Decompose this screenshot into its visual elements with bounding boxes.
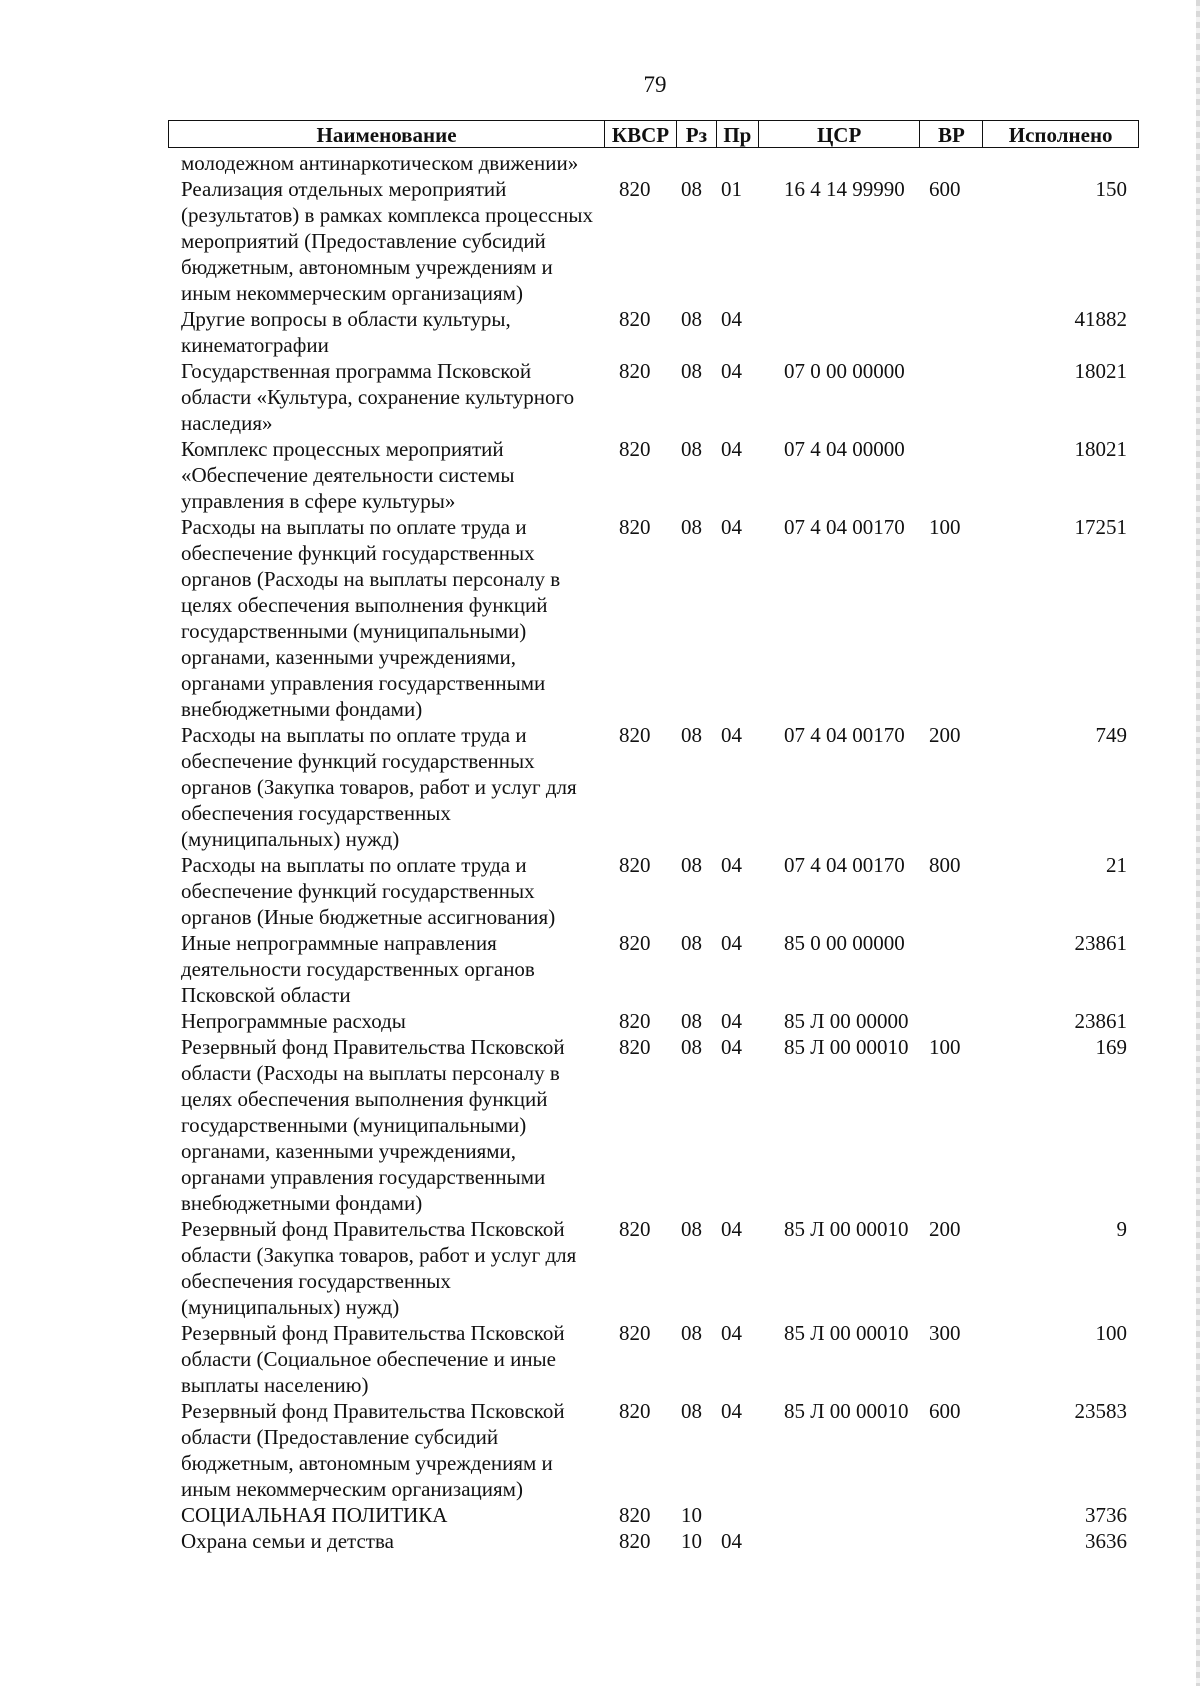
header-executed: Исполнено (1008, 123, 1113, 147)
row-pr: 04 (721, 1399, 742, 1423)
table-row (168, 150, 1139, 176)
row-kvsr: 820 (619, 723, 651, 747)
row-name: Непрограммные расходы (181, 1009, 406, 1033)
row-rz: 08 (681, 1321, 702, 1345)
row-vr (921, 1502, 984, 1528)
row-vr (921, 1008, 984, 1034)
table-row (168, 514, 1139, 722)
row-kvsr: 820 (619, 853, 651, 877)
row-pr: 04 (721, 359, 742, 383)
row-csr: 07 0 00 00000 (784, 359, 905, 383)
row-pr: 04 (721, 1217, 742, 1241)
row-vr (921, 306, 984, 358)
row-rz: 08 (681, 1009, 702, 1033)
row-executed: 23861 (1074, 1009, 1127, 1033)
header-csr: ЦСР (759, 121, 921, 147)
row-executed: 23583 (1074, 1399, 1127, 1423)
row-vr: 100 (929, 515, 961, 539)
row-executed: 169 (1095, 1035, 1127, 1059)
row-kvsr: 820 (619, 1009, 651, 1033)
row-kvsr: 820 (619, 307, 651, 331)
table-row (168, 1034, 1139, 1216)
row-kvsr: 820 (619, 177, 651, 201)
row-name: Иные непрограммные направления деятельности государственных органов Псковской области (181, 931, 535, 1007)
row-csr: 85 Л 00 00010 (784, 1035, 909, 1059)
table-header (168, 120, 1139, 148)
row-pr (717, 150, 759, 176)
row-executed: 18021 (1074, 359, 1127, 383)
row-kvsr: 820 (619, 515, 651, 539)
row-pr: 04 (721, 307, 742, 331)
row-executed: 18021 (1074, 437, 1127, 461)
row-csr: 85 Л 00 00010 (784, 1217, 909, 1241)
row-rz: 10 (681, 1503, 702, 1527)
table-row (168, 1502, 1139, 1528)
row-executed: 150 (1095, 177, 1127, 201)
row-name: молодежном антинаркотическом движении» (181, 151, 579, 175)
row-csr (759, 306, 921, 358)
row-kvsr: 820 (619, 437, 651, 461)
row-rz: 10 (681, 1529, 702, 1553)
row-vr: 600 (929, 1399, 961, 1423)
row-executed: 9 (1116, 1217, 1127, 1241)
row-csr (759, 150, 921, 176)
row-kvsr: 820 (619, 931, 651, 955)
row-rz: 08 (681, 723, 702, 747)
table-row (168, 1398, 1139, 1502)
scan-edge (1196, 0, 1200, 1686)
row-kvsr: 820 (619, 1035, 651, 1059)
row-vr (921, 150, 984, 176)
row-pr: 01 (721, 177, 742, 201)
row-csr: 07 4 04 00170 (784, 853, 905, 877)
row-name: Государственная программа Псковской области «Культура, сохранение культурного наследия» (181, 359, 575, 435)
row-name: Реализация отдельных мероприятий (результатов) в рамках комплекса процессных мероприятий (Предоставление субсидий бюджетным, автономным учреждениям и иным некоммерческим организациям) (181, 177, 593, 305)
row-rz: 08 (681, 853, 702, 877)
row-csr: 07 4 04 00170 (784, 515, 905, 539)
table-row (168, 1528, 1139, 1554)
row-name: Охрана семьи и детства (181, 1529, 394, 1553)
row-vr: 200 (929, 1217, 961, 1241)
table-row (168, 176, 1139, 306)
row-name: Резервный фонд Правительства Псковской области (Предоставление субсидий бюджетным, автономным учреждениям и иным некоммерческим организациям) (181, 1399, 565, 1501)
row-name: Расходы на выплаты по оплате труда и обеспечение функций государственных органов (Расходы на выплаты персоналу в целях обеспечения выполнения функций государственными (муниципальными) органами, казенными учреждениями, органами управления государственными внебюджетными фондами) (181, 515, 561, 721)
row-executed: 3636 (1085, 1529, 1127, 1553)
row-csr: 85 0 00 00000 (784, 931, 905, 955)
row-kvsr: 820 (619, 359, 651, 383)
row-rz: 08 (681, 437, 702, 461)
row-vr (921, 930, 984, 1008)
row-executed: 23861 (1074, 931, 1127, 955)
row-csr: 85 Л 00 00010 (784, 1399, 909, 1423)
header-name: Наименование (169, 121, 605, 147)
row-name: Резервный фонд Правительства Псковской области (Закупка товаров, работ и услуг для обеспечения государственных (муниципальных) нужд) (181, 1217, 577, 1319)
header-rz: Рз (677, 121, 717, 147)
row-csr (759, 1528, 921, 1554)
row-executed: 100 (1095, 1321, 1127, 1345)
row-executed: 41882 (1074, 307, 1127, 331)
row-rz: 08 (681, 931, 702, 955)
row-rz (677, 150, 717, 176)
row-kvsr: 820 (619, 1529, 651, 1553)
row-pr: 04 (721, 515, 742, 539)
row-pr: 04 (721, 1529, 742, 1553)
row-kvsr (605, 150, 677, 176)
row-kvsr: 820 (619, 1321, 651, 1345)
row-executed (984, 150, 1139, 176)
row-executed: 21 (1106, 853, 1127, 877)
row-name: Комплекс процессных мероприятий «Обеспечение деятельности системы управления в сфере культуры» (181, 437, 515, 513)
row-vr: 200 (929, 723, 961, 747)
table-row (168, 1320, 1139, 1398)
row-csr: 85 Л 00 00010 (784, 1321, 909, 1345)
header-kvsr: КВСР (605, 121, 677, 147)
table-row (168, 436, 1139, 514)
row-name: Расходы на выплаты по оплате труда и обеспечение функций государственных органов (Закупка товаров, работ и услуг для обеспечения государственных (муниципальных) нужд) (181, 723, 577, 851)
row-pr: 04 (721, 723, 742, 747)
row-rz: 08 (681, 359, 702, 383)
row-kvsr: 820 (619, 1217, 651, 1241)
page-number: 79 (643, 72, 667, 97)
row-vr (921, 436, 984, 514)
row-rz: 08 (681, 307, 702, 331)
row-rz: 08 (681, 1399, 702, 1423)
row-csr: 07 4 04 00170 (784, 723, 905, 747)
row-name: СОЦИАЛЬНАЯ ПОЛИТИКА (181, 1503, 448, 1527)
row-pr: 04 (721, 437, 742, 461)
row-rz: 08 (681, 1217, 702, 1241)
table-row (168, 930, 1139, 1008)
table-row (168, 722, 1139, 852)
row-csr (759, 1502, 921, 1528)
table-row (168, 306, 1139, 358)
row-name: Расходы на выплаты по оплате труда и обеспечение функций государственных органов (Иные бюджетные ассигнования) (181, 853, 556, 929)
row-name: Другие вопросы в области культуры, кинематографии (181, 307, 511, 357)
row-pr (717, 1502, 759, 1528)
row-vr (921, 358, 984, 436)
row-pr: 04 (721, 931, 742, 955)
row-pr: 04 (721, 853, 742, 877)
header-vr: ВР (920, 121, 983, 147)
row-csr: 85 Л 00 00000 (784, 1009, 909, 1033)
row-kvsr: 820 (619, 1399, 651, 1423)
row-vr (921, 1528, 984, 1554)
header-pr: Пр (717, 121, 759, 147)
row-pr: 04 (721, 1321, 742, 1345)
row-vr: 300 (929, 1321, 961, 1345)
row-vr: 100 (929, 1035, 961, 1059)
table-body (168, 150, 1139, 1554)
row-vr: 800 (929, 853, 961, 877)
row-rz: 08 (681, 1035, 702, 1059)
row-rz: 08 (681, 515, 702, 539)
row-executed: 749 (1095, 723, 1127, 747)
row-pr: 04 (721, 1035, 742, 1059)
row-executed: 3736 (1085, 1503, 1127, 1527)
row-kvsr: 820 (619, 1503, 651, 1527)
table-row (168, 358, 1139, 436)
row-vr: 600 (929, 177, 961, 201)
table-row (168, 1008, 1139, 1034)
row-name: Резервный фонд Правительства Псковской области (Расходы на выплаты персоналу в целях обеспечения выполнения функций государственными (муниципальными) органами, казенными учреждениями, органами управления государственными внебюджетными фондами) (181, 1035, 565, 1215)
row-csr: 07 4 04 00000 (784, 437, 905, 461)
table-row (168, 1216, 1139, 1320)
row-pr: 04 (721, 1009, 742, 1033)
row-name: Резервный фонд Правительства Псковской области (Социальное обеспечение и иные выплаты населению) (181, 1321, 565, 1397)
table-row (168, 852, 1139, 930)
row-csr: 16 4 14 99990 (784, 177, 905, 201)
row-executed: 17251 (1074, 515, 1127, 539)
row-rz: 08 (681, 177, 702, 201)
